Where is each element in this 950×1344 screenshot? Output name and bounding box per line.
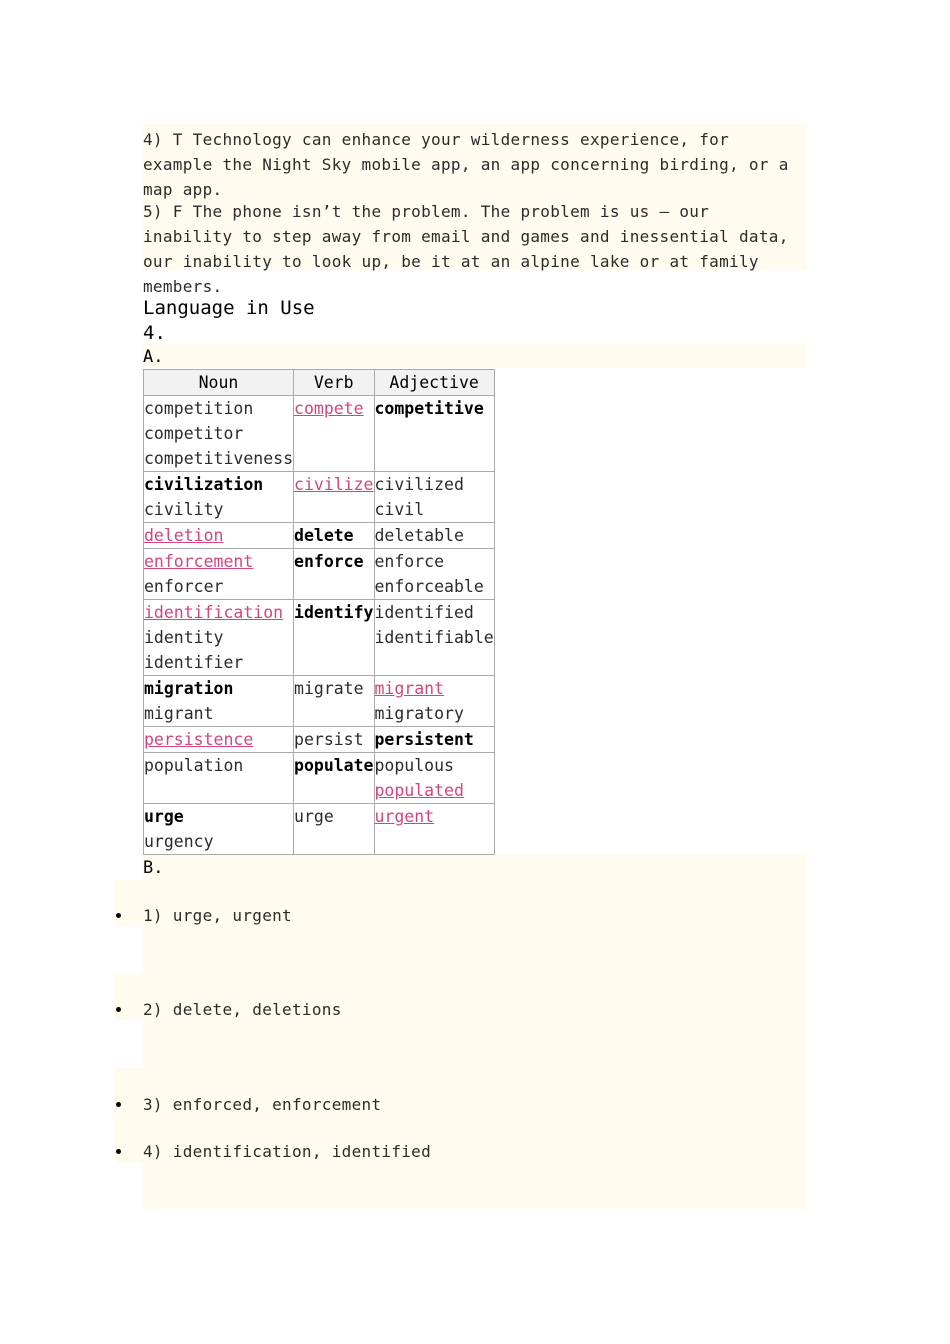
exercise-number: 4. — [143, 322, 166, 344]
answer-word: persistence — [144, 730, 254, 749]
answer-word: deletion — [144, 526, 224, 545]
adjective-cell — [374, 523, 494, 549]
word-form: identity — [144, 628, 224, 647]
answer-word: identification — [144, 603, 284, 622]
word-form: urge — [144, 807, 184, 826]
word-form: civilized — [374, 475, 464, 494]
table-header-row — [144, 370, 495, 396]
word-form: persist — [294, 730, 364, 749]
word-form: migrate — [294, 679, 364, 698]
verb-cell — [294, 804, 374, 855]
bullet-icon — [116, 1149, 121, 1154]
word-form: migratory — [374, 704, 464, 723]
table-row — [144, 472, 495, 523]
adjective-cell — [374, 676, 494, 727]
section-title: Language in Use — [143, 297, 315, 319]
word-form: competitor — [144, 424, 244, 443]
adjective-cell — [374, 396, 494, 472]
verb-cell — [294, 549, 374, 600]
part-b-label: B. — [143, 858, 164, 878]
answer-word: compete — [294, 399, 364, 418]
word-form: enforcer — [144, 577, 224, 596]
table-row — [144, 753, 495, 804]
answer-paragraph-4: 4) T Technology can enhance your wilderness experience, for example the Night Sky mobile app, an app concerning birding, or a map app. — [143, 130, 799, 199]
noun-cell — [144, 600, 294, 676]
part-b-shade-left — [114, 880, 143, 926]
adjective-cell — [374, 600, 494, 676]
adjective-cell — [374, 804, 494, 855]
verb-cell — [294, 523, 374, 549]
word-form: persistent — [374, 730, 474, 749]
noun-cell — [144, 676, 294, 727]
adjective-cell — [374, 753, 494, 804]
bullet-icon — [116, 913, 121, 918]
word-form: identified — [374, 603, 474, 622]
verb-cell — [294, 727, 374, 753]
table-row — [144, 804, 495, 855]
noun-header: Noun — [144, 370, 294, 396]
word-form: migrant — [144, 704, 214, 723]
word-form: urgency — [144, 832, 214, 851]
verb-cell — [294, 676, 374, 727]
bullet-icon — [116, 1102, 121, 1107]
answer-paragraph-5: 5) F The phone isn’t the problem. The problem is us — our inability to step away from email and games and inessential data, our inability to look up, be it at an alpine lake or at family members. — [143, 202, 799, 296]
verb-header: Verb — [294, 370, 374, 396]
noun-cell — [144, 396, 294, 472]
noun-cell — [144, 472, 294, 523]
answer-word: enforcement — [144, 552, 254, 571]
noun-cell — [144, 523, 294, 549]
part-b-item-1: 1) urge, urgent — [143, 906, 292, 925]
verb-cell — [294, 472, 374, 523]
part-a-label-shade — [143, 344, 807, 368]
word-form: deletable — [374, 526, 464, 545]
noun-cell — [144, 753, 294, 804]
word-form: delete — [294, 526, 354, 545]
noun-cell — [144, 804, 294, 855]
word-form: populate — [294, 756, 374, 775]
verb-cell — [294, 396, 374, 472]
answer-word: civilize — [294, 475, 374, 494]
answer-word: migrant — [374, 679, 445, 698]
word-form: enforce — [374, 552, 445, 571]
noun-cell — [144, 549, 294, 600]
adjective-cell — [374, 472, 494, 523]
word-form: migration — [144, 679, 234, 698]
table-row — [144, 549, 495, 600]
part-b-item-2: 2) delete, deletions — [143, 1000, 342, 1019]
part-b-item-4: 4) identification, identified — [143, 1142, 432, 1161]
word-form: identifiable — [374, 628, 494, 647]
table-row — [144, 727, 495, 753]
noun-cell — [144, 727, 294, 753]
word-form: identify — [294, 603, 374, 622]
word-form: civil — [374, 500, 425, 519]
word-form: civilization — [144, 475, 264, 494]
word-form: enforceable — [374, 577, 484, 596]
word-form: enforce — [294, 552, 364, 571]
word-form: identifier — [144, 653, 244, 672]
word-form: competition — [144, 399, 254, 418]
adjective-header: Adjective — [374, 370, 494, 396]
word-forms-table — [143, 369, 495, 855]
answer-word: urgent — [374, 807, 435, 826]
part-b-item-3: 3) enforced, enforcement — [143, 1095, 382, 1114]
adjective-cell — [374, 727, 494, 753]
table-row — [144, 396, 495, 472]
bullet-icon — [116, 1007, 121, 1012]
word-form: civility — [144, 500, 224, 519]
answer-word: populated — [374, 781, 464, 800]
word-form: urge — [294, 807, 334, 826]
word-form: population — [144, 756, 244, 775]
table-body — [144, 396, 495, 855]
table-row — [144, 676, 495, 727]
part-b-shade-left — [114, 974, 143, 1020]
part-a-label: A. — [143, 347, 164, 367]
table-row — [144, 600, 495, 676]
verb-cell — [294, 753, 374, 804]
word-form: competitive — [374, 399, 484, 418]
word-form: competitiveness — [144, 449, 294, 468]
adjective-cell — [374, 549, 494, 600]
table-row — [144, 523, 495, 549]
word-form: populous — [374, 756, 454, 775]
verb-cell — [294, 600, 374, 676]
